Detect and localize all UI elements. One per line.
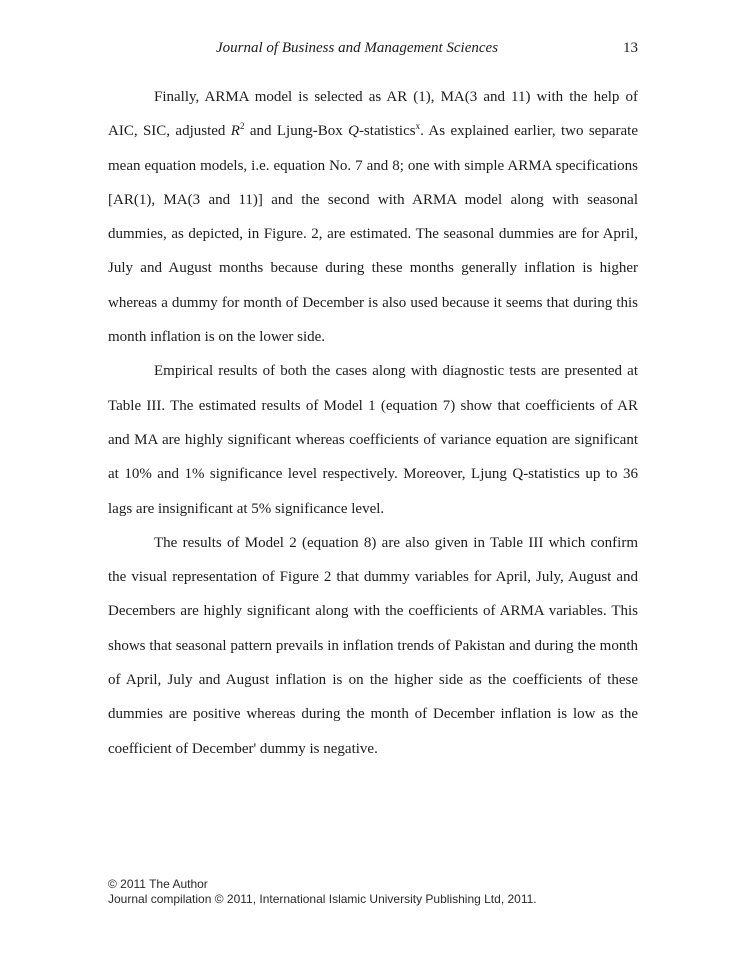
paragraph-1-text-b: and Ljung-Box bbox=[244, 123, 349, 140]
paragraph-1 bbox=[108, 80, 638, 354]
paragraph-1-text-a: Finally, ARMA model is selected as AR (1), MA(3 and 11) with the help of AIC, SIC, adjusted bbox=[108, 89, 638, 140]
copyright-line: © 2011 The Author bbox=[108, 877, 208, 891]
paragraph-3: The results of Model 2 (equation 8) are also given in Table III which confirm the visual representation of Figure 2 that dummy variables for April, July, August and Decembers are highly significant along with the coefficients of ARMA variables. This shows that seasonal pattern prevails in inflation trends of Pakistan and during the month of April, July and August inflation is on the higher side as the coefficients of these dummies are positive whereas during the month of December inflation is low as the coefficient of December' dummy is negative. bbox=[108, 534, 638, 757]
r-squared-symbol: R bbox=[230, 123, 240, 140]
r-squared-exponent: 2 bbox=[239, 121, 245, 132]
journal-compilation-line: Journal compilation © 2011, International Islamic University Publishing Ltd, 2011. bbox=[108, 892, 537, 906]
footnote-marker: x bbox=[415, 121, 421, 132]
page-header bbox=[108, 40, 638, 62]
page-number: 13 bbox=[623, 40, 638, 56]
paragraph-1-text-c: -statistics bbox=[358, 123, 416, 140]
paragraph-2: Empirical results of both the cases along with diagnostic tests are presented at Table III. The estimated results of Model 1 (equation 7) show that coefficients of AR and MA are highly significant whereas coefficients of variance equation are significant at 10% and 1% significance level respectively. Moreover, Ljung Q-statistics up to 36 lags are insignificant at 5% significance level. bbox=[108, 363, 638, 517]
page-footer bbox=[108, 877, 668, 907]
journal-title: Journal of Business and Management Sciences bbox=[216, 40, 499, 56]
q-symbol: Q bbox=[348, 123, 359, 140]
body-text bbox=[108, 80, 638, 766]
paragraph-1-text-d: . As explained earlier, two separate mean equation models, i.e. equation No. 7 and 8; one with simple ARMA specifications [AR(1), MA(3 and 11)] and the second with ARMA model along with seasonal dummies, as depicted, in Figure. 2, are estimated. The seasonal dummies are for April, July and August months because during these months generally inflation is higher whereas a dummy for month of December is also used because it seems that during this month inflation is on the lower side. bbox=[108, 123, 638, 346]
